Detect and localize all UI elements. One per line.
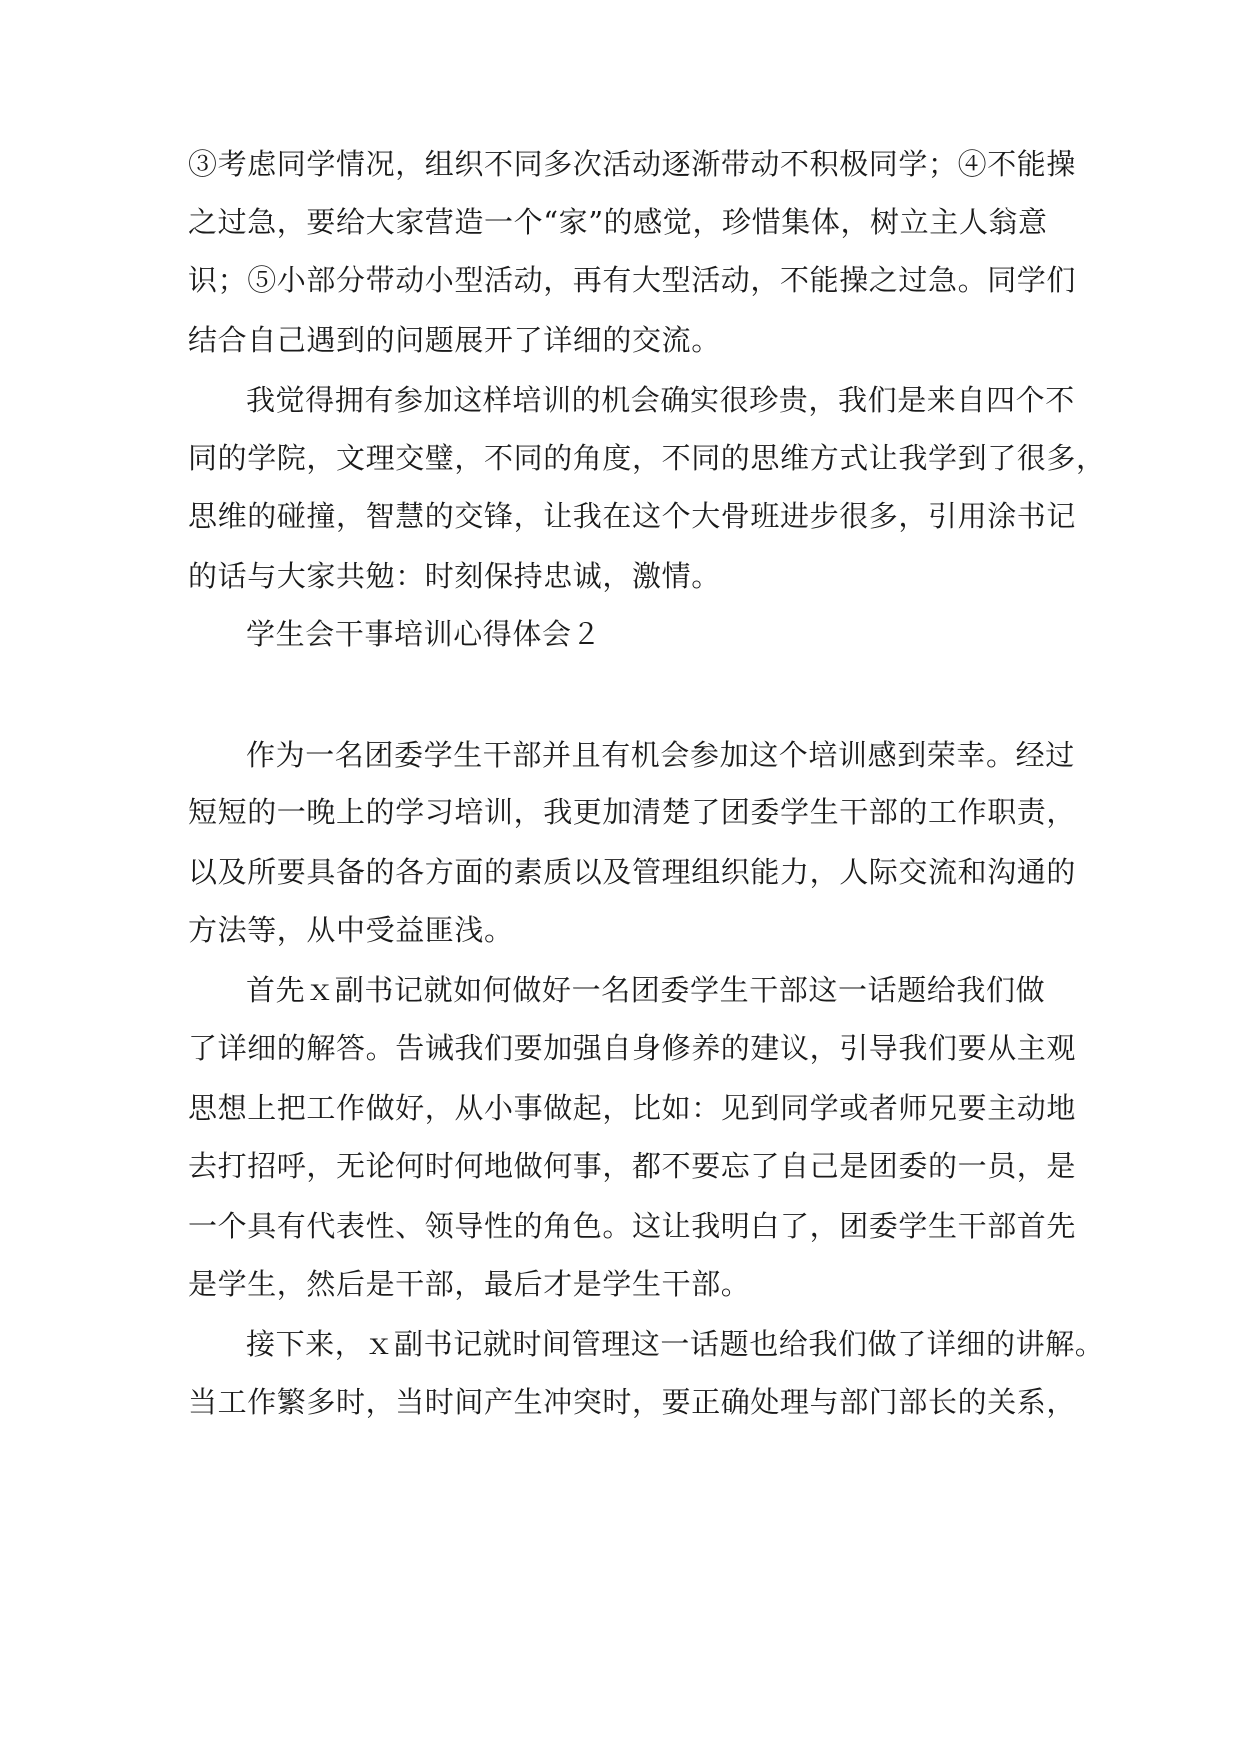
paragraph-line: 以及所要具备的各方面的素质以及管理组织能力，人际交流和沟通的	[188, 855, 1077, 889]
paragraph-line: 去打招呼，无论何时何地做何事，都不要忘了自己是团委的一员，是	[188, 1149, 1077, 1183]
paragraph-line: 思维的碰撞，智慧的交锋，让我在这个大骨班进步很多，引用涂书记	[188, 499, 1077, 533]
paragraph-line: ③考虑同学情况，组织不同多次活动逐渐带动不积极同学；④不能操	[188, 147, 1077, 181]
paragraph-line: 识；⑤小部分带动小型活动，再有大型活动，不能操之过急。同学们	[188, 263, 1077, 297]
paragraph-line: 同的学院，文理交璧，不同的角度，不同的思维方式让我学到了很多，	[188, 441, 1106, 475]
paragraph-line: 一个具有代表性、领导性的角色。这让我明白了，团委学生干部首先	[188, 1209, 1077, 1243]
paragraph-line: 作为一名团委学生干部并且有机会参加这个培训感到荣幸。经过	[246, 738, 1075, 772]
paragraph-line: 之过急，要给大家营造一个“家”的感觉，珍惜集体，树立主人翁意	[188, 205, 1048, 239]
paragraph-line: 是学生，然后是干部，最后才是学生干部。	[188, 1267, 751, 1301]
paragraph-line: 了详细的解答。告诫我们要加强自身修养的建议，引导我们要从主观	[188, 1031, 1077, 1065]
section-heading: 学生会干事培训心得体会２	[246, 617, 602, 651]
paragraph-line: 当工作繁多时，当时间产生冲突时，要正确处理与部门部长的关系，	[188, 1385, 1077, 1419]
paragraph-line: 短短的一晚上的学习培训，我更加清楚了团委学生干部的工作职责，	[188, 795, 1077, 829]
paragraph-line: 思想上把工作做好，从小事做起，比如：见到同学或者师兄要主动地	[188, 1091, 1077, 1125]
paragraph-line: 我觉得拥有参加这样培训的机会确实很珍贵，我们是来自四个不	[246, 383, 1075, 417]
paragraph-line: 的话与大家共勉：时刻保持忠诚，激情。	[188, 559, 721, 593]
paragraph-line: 首先ｘ副书记就如何做好一名团委学生干部这一话题给我们做	[246, 973, 1046, 1007]
paragraph-line: 接下来，ｘ副书记就时间管理这一话题也给我们做了详细的讲解。	[246, 1327, 1105, 1361]
paragraph-line: 结合自己遇到的问题展开了详细的交流。	[188, 323, 721, 357]
paragraph-line: 方法等，从中受益匪浅。	[188, 913, 514, 947]
